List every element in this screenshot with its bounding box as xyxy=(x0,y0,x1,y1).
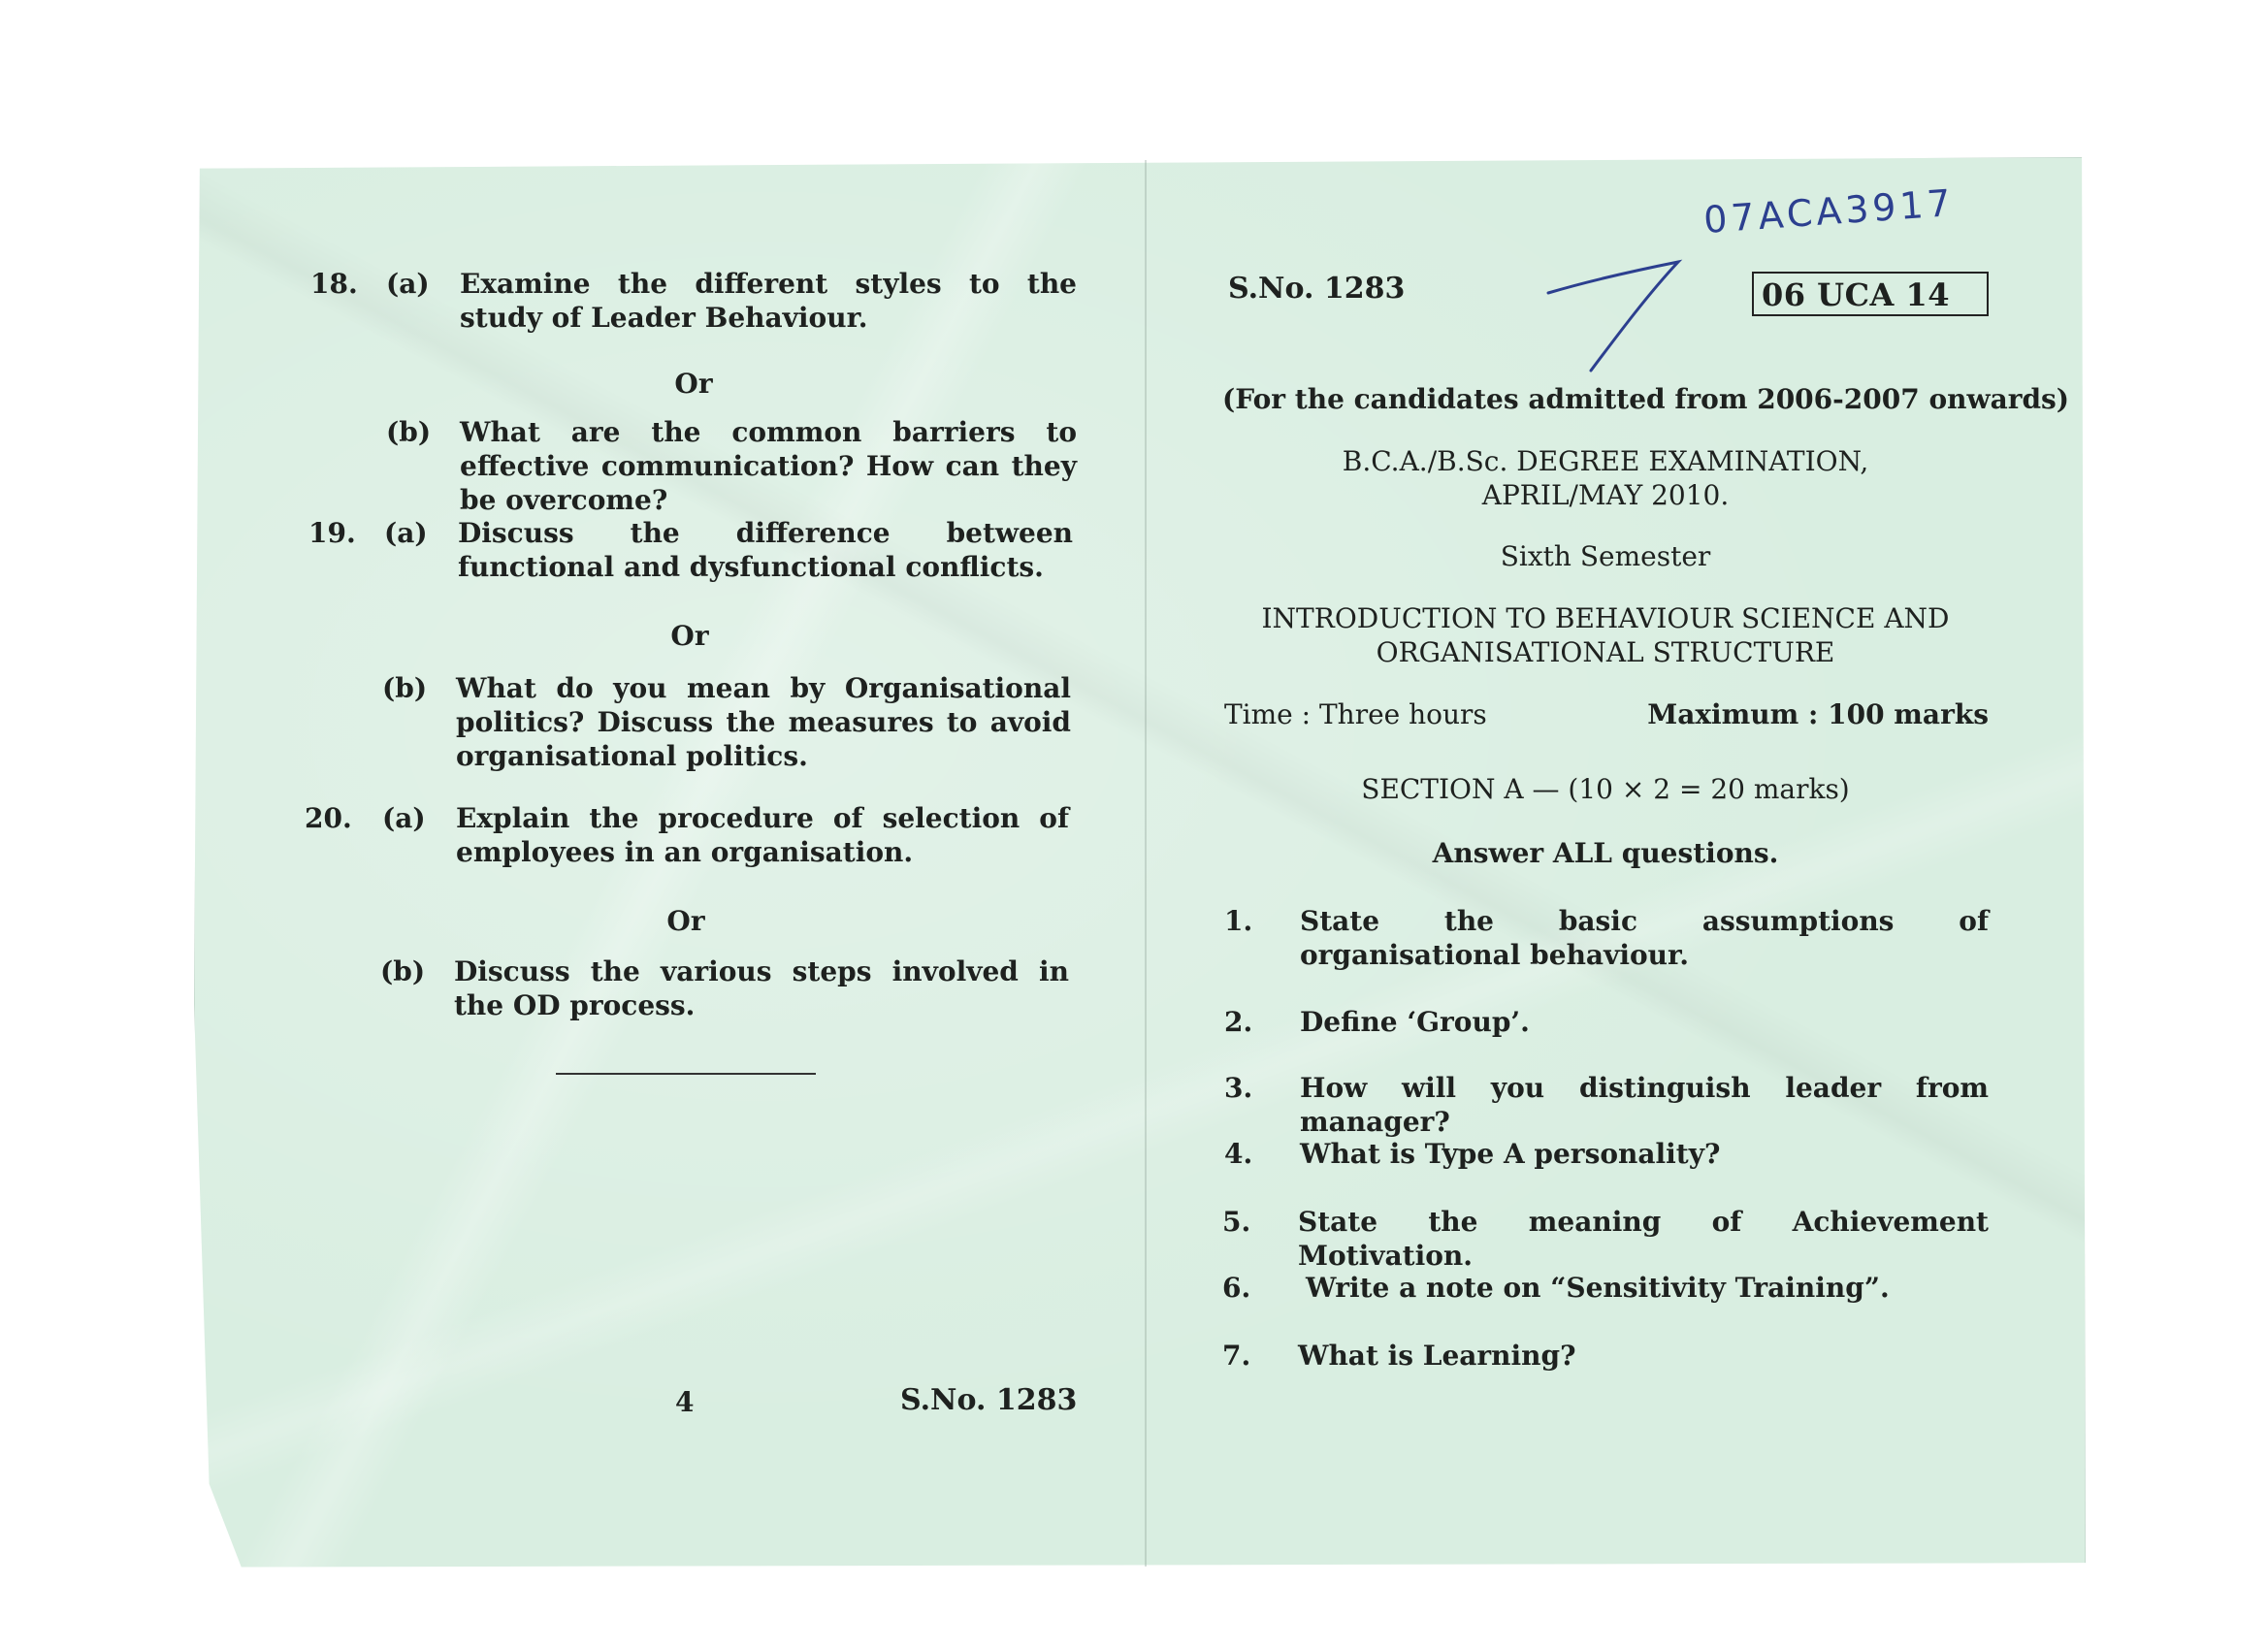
question-number: 3. xyxy=(1224,1072,1253,1104)
subject-line1: INTRODUCTION TO BEHAVIOUR SCIENCE AND xyxy=(1261,602,1950,634)
question-number: 6. xyxy=(1222,1272,1251,1304)
question-part-label: (b) xyxy=(386,416,432,448)
question-part-label: (a) xyxy=(386,268,430,300)
question-part-label: (b) xyxy=(380,955,426,987)
question-number: 4. xyxy=(1224,1138,1253,1170)
question-text: Define ‘Group’. xyxy=(1300,1006,1530,1038)
question-text: Write a note on “Sensitivity Training”. xyxy=(1306,1272,1890,1304)
question-text: Explain the procedure of selection of employees in an organisation. xyxy=(456,802,1069,868)
exam-title-line2: APRIL/MAY 2010. xyxy=(1481,479,1730,511)
question-text: Discuss the various steps involved in the OD process. xyxy=(454,955,1069,1021)
question-number: 1. xyxy=(1224,905,1253,937)
question-text: State the basic assumptions of organisational behaviour. xyxy=(1300,905,1989,971)
question-number: 5. xyxy=(1222,1206,1251,1238)
question-text: What is Learning? xyxy=(1298,1340,1576,1372)
handwritten-code: 07ACA3917 xyxy=(1701,181,1957,242)
maximum-marks: Maximum : 100 marks xyxy=(1647,698,1989,730)
footer-serial-number: S.No. 1283 xyxy=(900,1383,1078,1417)
question-part-label: (a) xyxy=(384,517,428,549)
question-text: Examine the different styles to the study of Leader Behaviour. xyxy=(460,268,1077,334)
semester: Sixth Semester xyxy=(1500,540,1711,572)
end-rule xyxy=(556,1073,816,1075)
exam-time: Time : Three hours xyxy=(1224,698,1487,730)
page-fold xyxy=(1145,160,1147,1567)
paper-code: 06 UCA 14 xyxy=(1762,276,1951,313)
candidates-note: (For the candidates admitted from 2006-2007 onwards) xyxy=(1222,383,2070,415)
question-text: State the meaning of Achievement Motivation. xyxy=(1298,1206,1989,1272)
section-heading: SECTION A — (10 × 2 = 20 marks) xyxy=(1361,773,1850,805)
question-number: 2. xyxy=(1224,1006,1253,1038)
question-text: How will you distinguish leader from manager? xyxy=(1300,1072,1989,1138)
question-text: What do you mean by Organisational politics? Discuss the measures to avoid organisational politics. xyxy=(456,672,1071,772)
page-number: 4 xyxy=(675,1386,695,1418)
question-text: What is Type A personality? xyxy=(1300,1138,1721,1170)
question-part-label: (b) xyxy=(382,672,428,704)
serial-number: S.No. 1283 xyxy=(1228,272,1406,306)
exam-title-line1: B.C.A./B.Sc. DEGREE EXAMINATION, xyxy=(1342,445,1869,477)
question-text: What are the common barriers to effective communication? How can they be overcome? xyxy=(460,416,1077,516)
question-part-label: (a) xyxy=(382,802,426,834)
subject-line2: ORGANISATIONAL STRUCTURE xyxy=(1376,636,1835,668)
instruction: Answer ALL questions. xyxy=(1432,837,1779,869)
question-number: 7. xyxy=(1222,1340,1251,1372)
question-number: 18. xyxy=(310,268,358,300)
question-text: Discuss the difference between functional and dysfunctional conflicts. xyxy=(458,517,1073,583)
paper-code-box xyxy=(1752,272,1989,316)
or-separator: Or xyxy=(670,620,709,652)
question-number: 19. xyxy=(308,517,356,549)
handwritten-tick-mark xyxy=(1542,254,1698,380)
or-separator: Or xyxy=(674,368,713,400)
question-number: 20. xyxy=(305,802,352,834)
or-separator: Or xyxy=(666,905,705,937)
